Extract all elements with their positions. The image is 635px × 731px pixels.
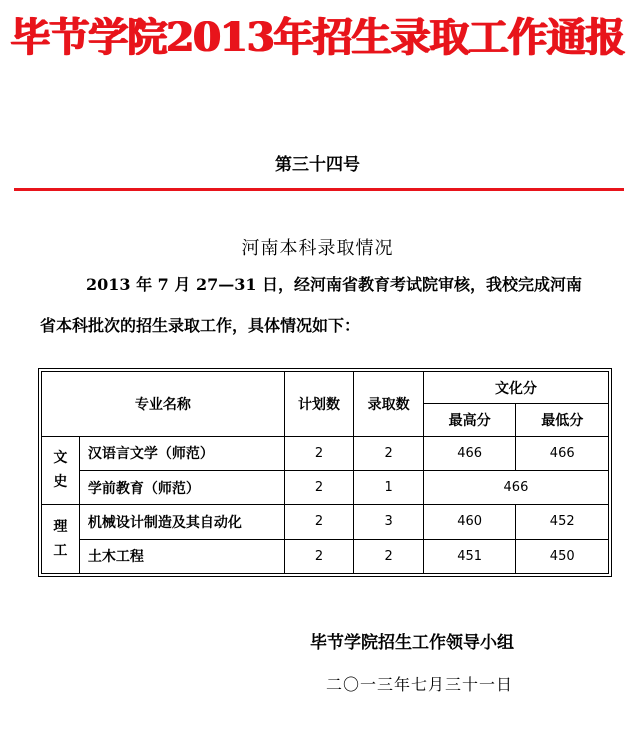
category-label: 理工 — [53, 519, 68, 560]
document-subtitle: 河南本科录取情况 — [241, 238, 394, 259]
header-highest: 最高分 — [423, 404, 516, 436]
category-label: 文史 — [53, 450, 68, 491]
highest-score: 451 — [423, 539, 516, 573]
plan-count: 2 — [284, 539, 354, 573]
highest-score: 460 — [423, 505, 516, 539]
table-row — [42, 539, 609, 573]
category-cell — [42, 436, 80, 505]
banner-title: 毕节学院2013年招生录取工作通报 — [10, 14, 625, 61]
major-name: 机械设计制造及其自动化 — [79, 505, 284, 539]
body-paragraph-line-2: 省本科批次的招生录取工作，具体情况如下： — [40, 316, 361, 335]
table-row — [42, 436, 609, 470]
plan-count: 2 — [284, 436, 354, 470]
lowest-score: 466 — [516, 436, 609, 470]
admitted-count: 2 — [354, 539, 424, 573]
header-major: 专业名称 — [42, 372, 285, 437]
red-divider — [14, 188, 624, 191]
highest-score: 466 — [423, 436, 516, 470]
lowest-score: 450 — [516, 539, 609, 573]
header-plan: 计划数 — [284, 372, 354, 437]
admitted-count: 1 — [354, 470, 424, 504]
admitted-count: 2 — [354, 436, 424, 470]
issue-number: 第三十四号 — [275, 155, 360, 175]
major-name: 汉语言文学（师范） — [79, 436, 284, 470]
lowest-score: 452 — [516, 505, 609, 539]
header-culture-score: 文化分 — [423, 372, 608, 404]
admission-table — [38, 368, 612, 577]
admitted-count: 3 — [354, 505, 424, 539]
table-row — [42, 505, 609, 539]
plan-count: 2 — [284, 470, 354, 504]
table-row — [42, 470, 609, 504]
merged-score: 466 — [423, 470, 608, 504]
category-cell — [42, 505, 80, 574]
issue-date: 二〇一三年七月三十一日 — [326, 675, 514, 694]
signature: 毕节学院招生工作领导小组 — [310, 633, 514, 653]
major-name: 学前教育（师范） — [79, 470, 284, 504]
header-admitted: 录取数 — [354, 372, 424, 437]
body-paragraph-line-1: 2013 年 7 月 27—31 日，经河南省教育考试院审核，我校完成河南 — [86, 275, 583, 294]
header-lowest: 最低分 — [516, 404, 609, 436]
plan-count: 2 — [284, 505, 354, 539]
major-name: 土木工程 — [79, 539, 284, 573]
